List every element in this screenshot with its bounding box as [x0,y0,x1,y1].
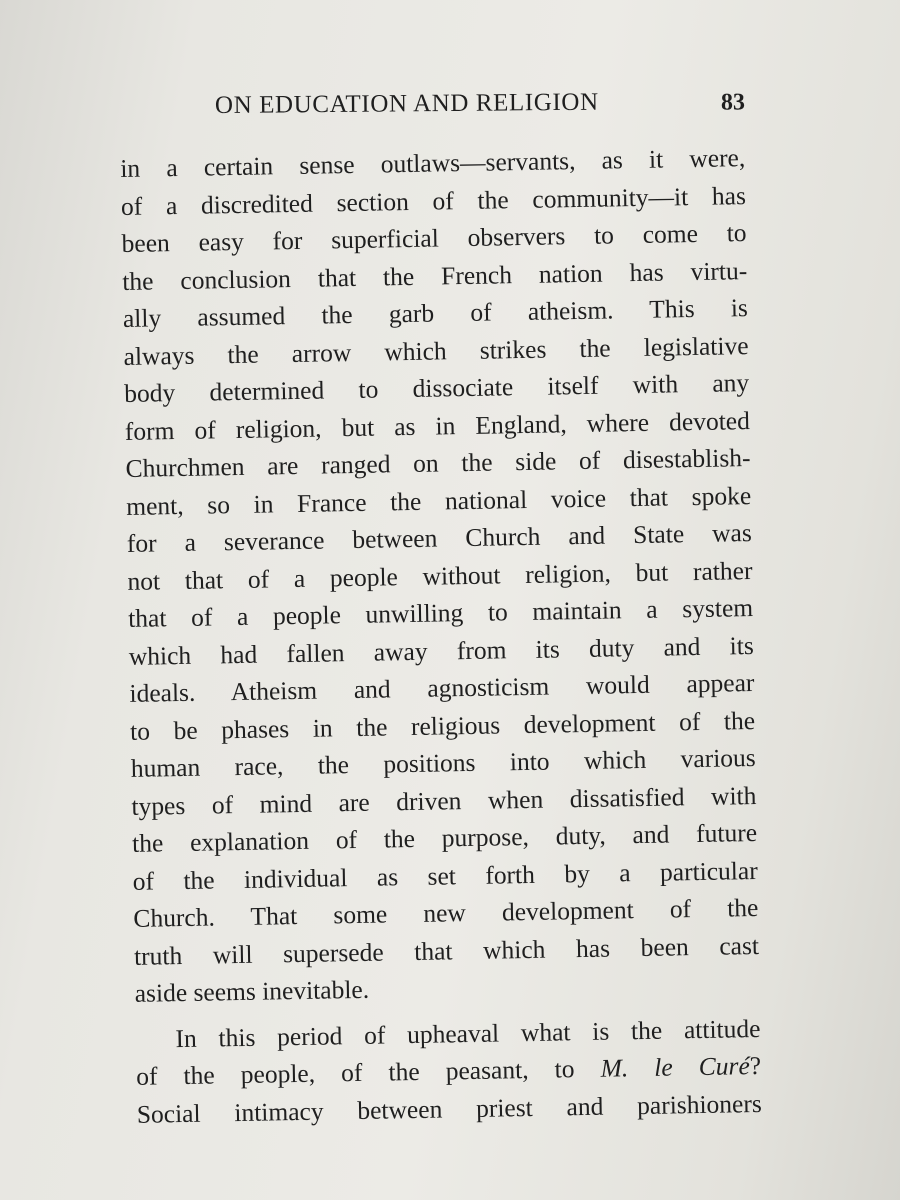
running-head [215,87,745,126]
text-line: not that of a people without religion, but rather [127,555,753,596]
punctuation: ? [749,1050,762,1081]
paragraph-1 [120,139,760,1012]
text-line: human race, the positions into which various [130,743,756,783]
text-line: Church. That some new development of the [133,892,759,933]
text-line: of a discredited section of the community—it has [120,180,747,221]
text-line: ally assumed the garb of atheism. This is [122,293,749,333]
text-line: always the arrow which strikes the legislative [123,330,749,371]
text-fragment: of the people, of the peasant, to [135,1053,601,1091]
text-line: that of a people unwilling to maintain a system [127,593,754,633]
text-line: types of mind are driven when dissatisfied with [131,780,757,821]
text-line: form of religion, but as in England, where devoted [124,405,751,446]
text-line: to be phases in the religious development of the [129,705,756,746]
text-line: In this period of upheaval what is the attitude [175,1013,761,1053]
running-title: ON EDUCATION AND RELIGION [214,88,599,119]
text-line: the explanation of the purpose, duty, and future [131,817,758,858]
text-line: in a certain sense outlaws—servants, as it were, [120,143,746,183]
italic-phrase: M. le Curé [600,1051,751,1083]
text-line: ment, so in France the national voice that spoke [125,480,752,521]
text-line: been easy for superficial observers to come to [121,218,747,258]
text-line: the conclusion that the French nation has virtu- [122,255,748,296]
page-number: 83 [720,89,746,116]
text-line: Churchmen are ranged on the side of disestablish- [125,443,751,483]
text-line: aside seems inevitable. [134,974,370,1008]
text-line: truth will supersede that which has been cast [133,930,760,971]
text-line: Social intimacy between priest and parishioners [136,1088,762,1129]
text-line: of the individual as set forth by a particular [132,855,758,896]
paragraph-2 [135,1009,762,1132]
text-line: body determined to dissociate itself with any [123,368,750,408]
text-line: ideals. Atheism and agnosticism would appear [129,668,755,708]
text-line: which had fallen away from its duty and its [128,630,754,671]
text-line: for a severance between Church and State was [126,518,753,558]
body-text [120,139,762,1133]
